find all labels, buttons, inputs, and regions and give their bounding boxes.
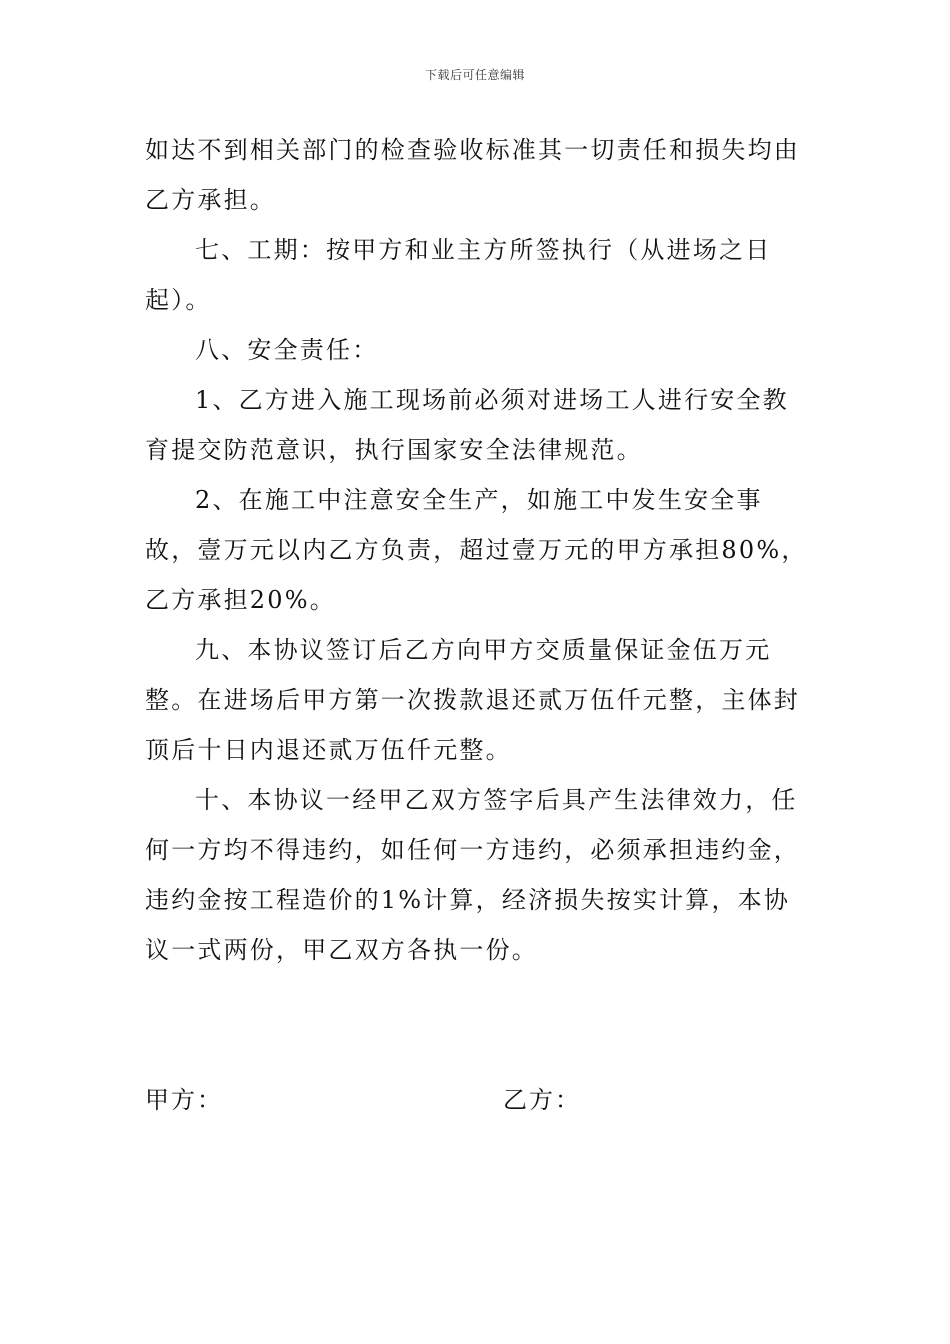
header-note: 下载后可任意编辑: [424, 68, 525, 82]
paragraph-clause-7: 七、工期：按甲方和业主方所签执行（从进场之日起）。: [145, 236, 772, 314]
paragraph-clause-8-item-2: 2、在施工中注意安全生产，如施工中发生安全事故，壹万元以内乙方负责，超过壹万元的甲方承担80%，乙方承担20%。: [145, 486, 808, 614]
signature-block: [145, 1075, 815, 1125]
party-a-signature-label: 甲方：: [145, 1086, 223, 1114]
paragraph-clause-10: 十、本协议一经甲乙双方签字后具产生法律效力，任何一方均不得违约，如任何一方违约，必须承担违约金，违约金按工程造价的1%计算，经济损失按实计算，本协议一式两份，甲乙双方各执一份。: [145, 786, 800, 964]
paragraph-clause-8-item-1: 1、乙方进入施工现场前必须对进场工人进行安全教育提交防范意识，执行国家安全法律规范。: [145, 386, 789, 464]
contract-body: [145, 125, 815, 975]
paragraph-continuation: 如达不到相关部门的检查验收标准其一切责任和损失均由乙方承担。: [145, 136, 800, 214]
party-b-signature-label: 乙方：: [503, 1086, 581, 1114]
paragraph-clause-9: 九、本协议签订后乙方向甲方交质量保证金伍万元整。在进场后甲方第一次拨款退还贰万伍仟元整，主体封顶后十日内退还贰万伍仟元整。: [145, 636, 800, 764]
paragraph-clause-8-heading: 八、安全责任：: [195, 336, 379, 364]
